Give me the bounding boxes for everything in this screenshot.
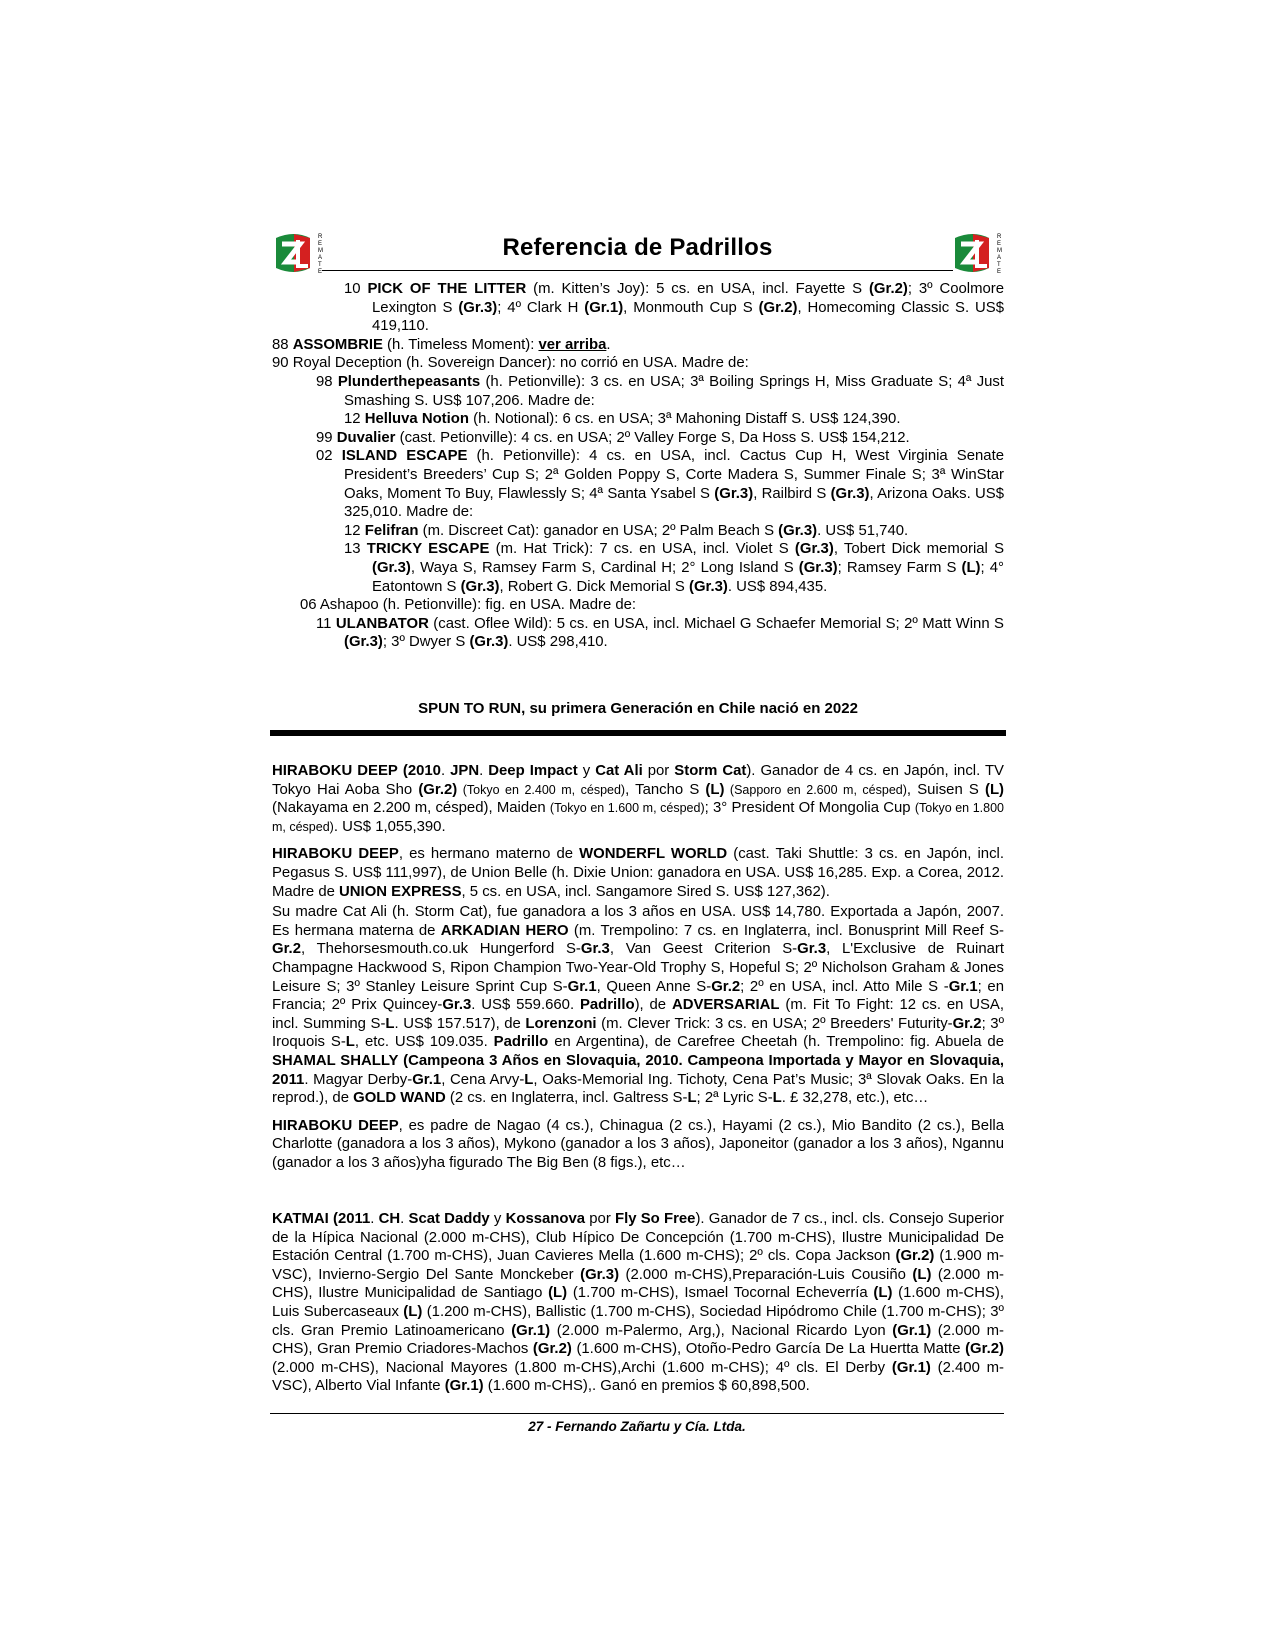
hiraboku-siblings: HIRABOKU DEEP, es hermano materno de WONDERFL WORLD (cast. Taki Shuttle: 3 cs. en Japón, incl. Pegasus S. US$ 111,997), de Union Belle (h. Dixie Union: ganadora en USA. US$ 16,285. Exp. a Corea, 2012. Madre de UNION EXPRESS, 5 cs. en USA, incl. Sangamore Sired S. US$ 127,362). xyxy=(272,846,1004,900)
page-title: Referencia de Padrillos xyxy=(502,234,773,261)
hiraboku-progeny: HIRABOKU DEEP, es padre de Nagao (4 cs.), Chinagua (2 cs.), Hayami (2 cs.), Mio Bandito (2 cs.), Bella Charlotte (ganadora a los 3 años), Mykono (ganador a los 3 años), Japoneitor (ganador a los 3 años), Ngannu (ganador a los 3 años)yha figurado The Big Ben (8 figs.), etc… xyxy=(272,1117,1004,1171)
svg-text:M: M xyxy=(997,248,1002,254)
svg-text:M: M xyxy=(318,248,323,254)
pedigree-line: 13 TRICKY ESCAPE (m. Hat Trick): 7 cs. en USA, incl. Violet S (Gr.3), Tobert Dick memorial S (Gr.3), Waya S, Ramsey Farm S, Cardinal H; 2° Long Island S (Gr.3); Ramsey Farm S (L); 4° Eatontown S (Gr.3), Robert G. Dick Memorial S (Gr.3). US$ 894,435. xyxy=(344,541,1005,595)
svg-text:E: E xyxy=(318,269,323,275)
svg-text:T: T xyxy=(318,262,322,268)
pedigree-line: 10 PICK OF THE LITTER (m. Kitten’s Joy): 5 cs. en USA, incl. Fayette S (Gr.2); 3º Coolmore Lexington S (Gr.3); 4º Clark H (Gr.1), Monmouth Cup S (Gr.2), Homecoming Classic S. US$ 419,110. xyxy=(344,281,1005,335)
pedigree-line: 90 Royal Deception (h. Sovereign Dancer): no corrió en USA. Madre de: xyxy=(272,355,749,372)
zl-remates-logo-right xyxy=(949,228,1005,278)
pedigree-line: 98 Plunderthepeasants (h. Petionville): 3 cs. en USA; 3ª Boiling Springs H, Miss Graduate S; 4ª Just Smashing S. US$ 107,206. Madre de: xyxy=(316,373,1004,409)
katmai-section xyxy=(272,1210,1004,1405)
hiraboku-deep-section xyxy=(272,762,1004,1181)
section-divider xyxy=(270,730,1006,736)
pedigree-line: 11 ULANBATOR (cast. Oflee Wild): 5 cs. en USA, incl. Michael G Schaefer Memorial S; 2º Matt Winn S (Gr.3); 3º Dwyer S (Gr.3). US$ 298,410. xyxy=(316,615,1004,651)
pedigree-line: 88 ASSOMBRIE (h. Timeless Moment): ver arriba. xyxy=(272,336,611,353)
hiraboku-racing-record: HIRABOKU DEEP (2010. JPN. Deep Impact y Cat Ali por Storm Cat). Ganador de 4 cs. en Japón, incl. TV Tokyo Hai Aoba Sho (Gr.2) (Tokyo en 2.400 m, césped), Tancho S (L) (Sapporo en 2.600 m, césped), Suisen S (L) (Nakayama en 2.200 m, césped), Maiden (Tokyo en 1.600 m, césped); 3° President Of Mongolia Cup (Tokyo en 1.800 m, césped). US$ 1,055,390. xyxy=(272,763,1004,835)
pedigree-list xyxy=(272,280,1004,652)
svg-text:T: T xyxy=(997,262,1001,268)
pedigree-line: 06 Ashapoo (h. Petionville): fig. en USA. Madre de: xyxy=(300,597,637,614)
svg-text:R: R xyxy=(997,234,1002,240)
page-header xyxy=(270,228,1005,280)
pedigree-line: 99 Duvalier (cast. Petionville): 4 cs. en USA; 2º Valley Forge S, Da Hoss S. US$ 154,212. xyxy=(316,429,910,446)
generation-banner: SPUN TO RUN, su primera Generación en Chile nació en 2022 xyxy=(418,700,858,717)
ver-arriba-link[interactable]: ver arriba xyxy=(538,336,607,353)
pedigree-line: 12 Helluva Notion (h. Notional): 6 cs. en USA; 3ª Mahoning Distaff S. US$ 124,390. xyxy=(344,411,901,428)
hiraboku-dam-family: Su madre Cat Ali (h. Storm Cat), fue ganadora a los 3 años en USA. US$ 14,780. Exportada a Japón, 2007. Es hermana materna de ARKADIAN HERO (m. Trempolino: 7 cs. en Inglaterra, incl. Bonusprint Mill Reef S-Gr.2, Thehorsesmouth.co.uk Hungerford S-Gr.3, Van Geest Criterion S-Gr.3, L'Exclusive de Ruinart Champagne Hackwood S, Ripon Champion Two-Year-Old Trophy S, Hopeful S; 2º Nicholson Graham & Jones Leisure S; 3º Stanley Leisure Sprint Cup S-Gr.1, Queen Anne S-Gr.2; 2º en USA, incl. Atto Mile S -Gr.1; en Francia; 2º Prix Quincey-Gr.3. US$ 559.660. Padrillo), de ADVERSARIAL (m. Fit To Fight: 12 cs. en USA, incl. Summing S-L. US$ 157.517), de Lorenzoni (m. Clever Trick: 3 cs. en USA; 2º Breeders' Futurity-Gr.2; 3º Iroquois S-L, etc. US$ 109.035. Padrillo en Argentina), de Carefree Cheetah (h. Trempolino: fig. Abuela de SHAMAL SHALLY (Campeona 3 Años en Slovaquia, 2010. Campeona Importada y Mayor en Slovaquia, 2011. Magyar Derby-Gr.1, Cena Arvy-L, Oaks-Memorial Ing. Tichoty, Cena Pat’s Music; 3ª Slovak Oaks. En la reprod.), de GOLD WAND (2 cs. en Inglaterra, incl. Galtress S-L; 2ª Lyric S-L. £ 32,278, etc.), etc… xyxy=(272,904,1005,1107)
footer-rule xyxy=(270,1413,1004,1414)
title-underline xyxy=(322,270,953,271)
page-footer: 27 - Fernando Zañartu y Cía. Ltda. xyxy=(528,1419,746,1434)
svg-text:E: E xyxy=(997,241,1002,247)
svg-text:A: A xyxy=(997,255,1002,261)
pedigree-line: 12 Felifran (m. Discreet Cat): ganador en USA; 2º Palm Beach S (Gr.3). US$ 51,740. xyxy=(344,522,909,539)
svg-text:A: A xyxy=(318,255,323,261)
svg-text:E: E xyxy=(318,241,323,247)
svg-text:E: E xyxy=(997,269,1002,275)
pedigree-line: 02 ISLAND ESCAPE (h. Petionville): 4 cs. en USA, incl. Cactus Cup H, West Virginia Senate President’s Breeders’ Cup S; 2ª Golden Poppy S, Corte Madera S, Summer Finale S; 3ª WinStar Oaks, Moment To Buy, Flawlessly S; 4ª Santa Ysabel S (Gr.3), Railbird S (Gr.3), Arizona Oaks. US$ 325,010. Madre de: xyxy=(316,448,1005,521)
svg-text:R: R xyxy=(318,234,323,240)
katmai-racing-record: KATMAI (2011. CH. Scat Daddy y Kossanova por Fly So Free). Ganador de 7 cs., incl. cls. Consejo Superior de la Hípica Nacional (2.000 m-CHS), Club Hípico De Concepción (1.700 m-CHS), Ilustre Municipalidad De Estación Central (1.700 m-CHS), Juan Cavieres Mella (1.600 m-CHS); 2º cls. Copa Jackson (Gr.2) (1.900 m-VSC), Invierno-Sergio Del Sante Monckeber (Gr.3) (2.000 m-CHS),Preparación-Luis Cousiño (L) (2.000 m-CHS), Ilustre Municipalidad de Santiago (L) (1.700 m-CHS), Ismael Tocornal Echeverría (L) (1.600 m-CHS), Luis Subercaseaux (L) (1.200 m-CHS), Ballistic (1.700 m-CHS), Sociedad Hipódromo Chile (1.700 m-CHS); 3º cls. Gran Premio Latinoamericano (Gr.1) (2.000 m-Palermo, Arg,), Nacional Ricardo Lyon (Gr.1) (2.000 m-CHS), Gran Premio Criadores-Machos (Gr.2) (1.600 m-CHS), Otoño-Pedro García De La Huertta Matte (Gr.2) (2.000 m-CHS), Nacional Mayores (1.800 m-CHS),Archi (1.600 m-CHS); 4º cls. El Derby (Gr.1) (2.400 m-VSC), Alberto Vial Infante (Gr.1) (1.600 m-CHS),. Ganó en premios $ 60,898,500. xyxy=(272,1211,1005,1395)
